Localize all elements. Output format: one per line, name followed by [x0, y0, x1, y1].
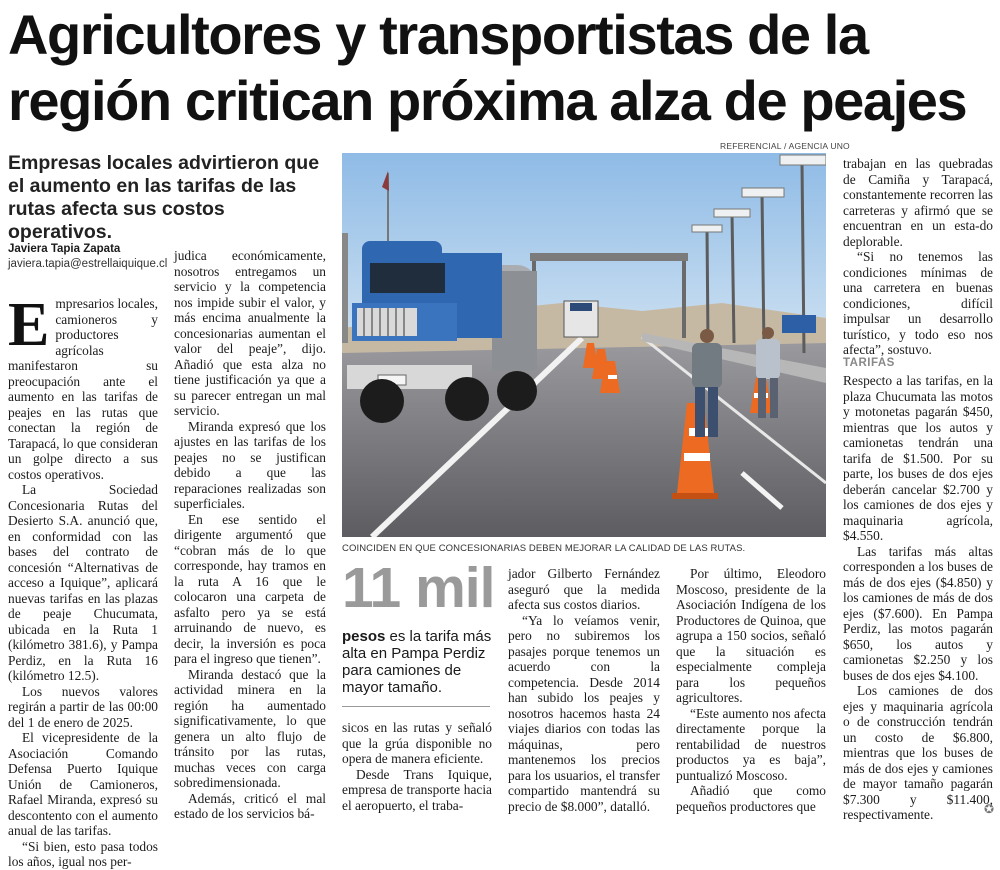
body-paragraph: sicos en las rutas y señaló que la grúa disponible no opera de manera eficiente. [342, 720, 492, 766]
body-paragraph: La Sociedad Concesionaria Rutas del Desierto S.A. anunció que, en conformidad con las bases del contrato de concesión “Alternativas de acceso a Iquique”, aplicará nuevas tarifas en las plazas de peaje Chucumata, ubicada en la Ruta 1 (kilómetro 381.6), y Pampa Perdiz, en la Ruta 16 (kilómetro 12.5). [8, 482, 158, 683]
body-paragraph: jador Gilberto Fernández aseguró que la medida afecta sus costos diarios. [508, 566, 660, 612]
deck: Empresas locales advirtieron que el aumento en las tarifas de las rutas afecta sus costos operativos. [8, 152, 320, 243]
body-paragraph: Los nuevos valores regirán a partir de las 00:00 del 1 de enero de 2025. [8, 683, 158, 730]
body-paragraph: “Si bien, esto pasa todos los años, igual nos per- [8, 838, 158, 869]
stat-number: 11 mil [342, 556, 495, 620]
body-paragraph: Los camiones de dos ejes y maquinaria agrícola o de construcción tendrán un costo de $6.800, mientras que los buses de más de dos ejes y camiones de mayor tamaño pagarán $7.300 y $11.400, respectivamente. [843, 683, 993, 822]
body-paragraph: En ese sentido el dirigente argumentó que “cobran más de lo que corresponde, hay tramos en la ruta A 16 que le colocaron una carpeta de asfalto pero ya se está arruinando de nuevo, es decir, la inversión es poca para el ingreso que tienen”. [174, 511, 326, 666]
body-paragraph: “Este aumento nos afecta directamente porque la rentabilidad de nuestros productos ya es baja”, puntualizó Moscoso. [676, 705, 826, 783]
article-column-4 [508, 566, 660, 814]
article-column-1 [8, 291, 158, 870]
body-paragraph: judica económicamente, nosotros entregamos un servicio y la competencia nos impide subir el valor, y más encima anualmente la concesionarias aumentan el valor del peaje”, dijo. Añadió que esta alza no tiene justificación ya que a su parecer entregan un mal servicio. [174, 248, 326, 418]
stat-bold: pesos [342, 628, 386, 645]
byline-email: javiera.tapia@estrellaiquique.cl [8, 258, 168, 270]
body-paragraph: Las tarifas más altas corresponden a los buses de más de dos ejes ($4.850) y los camiones de más de dos ejes ($7.600). En Pampa Perdiz, las motos pagarán $650, los autos y camionetas $2.250 y los buses de dos ejes $4.100. [843, 543, 993, 683]
lead-paragraph: Empresarios locales, camioneros y productores agrícolas manifestaron su preocupación ante el aumento en las tarifas de peajes en las rutas que conectan la región de Tarapacá, lo que consideran un golpe directo a sus costos operativos. [8, 291, 158, 482]
news-photo [342, 153, 826, 537]
body-paragraph: “Si no tenemos las condiciones mínimas de una carretera en buenas condiciones, difícil impulsar un desarrollo turístico, y todo eso nos afecta”, sostuvo. [843, 249, 993, 357]
headline: Agricultores y transportistas de la región critican próxima alza de peajes [8, 3, 967, 132]
photo-credit: REFERENCIAL / AGENCIA UNO [720, 141, 850, 151]
body-paragraph: Respecto a las tarifas, en la plaza Chucumata las motos y motonetas pagarán $450, mientras que los autos y camionetas tendrán una tarifa de $1.500. Por su parte, los buses de dos ejes deberán cancelar $2.700 y los camiones de dos ejes y maquinaria agrícola, $4.550. [843, 373, 993, 543]
body-paragraph: Añadió que como pequeños productores que [676, 783, 826, 814]
end-mark-icon: ✪ [983, 802, 994, 816]
byline-name: Javiera Tapia Zapata [8, 243, 121, 255]
body-paragraph: Por último, Eleodoro Moscoso, presidente de la Asociación Indígena de los Productores de Quinoa, que agrupa a 150 socios, señaló que la situación es especialmente compleja para los pequeños agricultores. [676, 566, 826, 705]
stat-description: pesos es la tarifa más alta en Pampa Perdiz para camiones de mayor tamaño. [342, 628, 492, 696]
section-subhead: TARIFAS [843, 357, 895, 369]
article-column-5 [676, 566, 826, 814]
divider [342, 706, 490, 707]
body-paragraph: El vicepresidente de la Asociación Comando Defensa Puerto Iquique Unión de Camioneros, Rafael Miranda, expresó su descontento con el aumento anual de las tarifas. [8, 730, 158, 838]
body-paragraph: Además, criticó el mal estado de los servicios bá- [174, 790, 326, 821]
body-paragraph: Miranda expresó que los ajustes en las tarifas de los peajes no se justifican debido a que las reparaciones realizadas son superficiales. [174, 418, 326, 511]
dropcap: E [8, 291, 50, 359]
article-column-6-top [843, 156, 993, 358]
photo-caption: COINCIDEN EN QUE CONCESIONARIAS DEBEN MEJORAR LA CALIDAD DE LAS RUTAS. [342, 543, 746, 554]
body-paragraph: “Ya lo veíamos venir, pero no subiremos los pasajes porque tenemos un acuerdo con la competencia. Desde 2014 han subido los peajes y nosotros hacemos hasta 24 viajes diarios con todas las máquinas, pero mantenemos los precios para los usuarios, el transfer compartido mantendrá su precio de $8.000”, datalló. [508, 612, 660, 814]
body-paragraph: Miranda destacó que la actividad minera en la región ha aumentado significativamente, lo que genera un alto flujo de tránsito por las rutas, muchas veces con carga sobredimensionada. [174, 666, 326, 790]
article-column-2 [174, 248, 326, 822]
article-column-3 [342, 720, 492, 813]
body-paragraph: Desde Trans Iquique, empresa de transporte hacia el aeropuerto, el traba- [342, 766, 492, 813]
article-column-6-bottom [843, 373, 993, 823]
body-paragraph: trabajan en las quebradas de Camiña y Tarapacá, constantemente recorren las carreteras y afirmó que se encuentran en un esta-do deplorable. [843, 156, 993, 249]
